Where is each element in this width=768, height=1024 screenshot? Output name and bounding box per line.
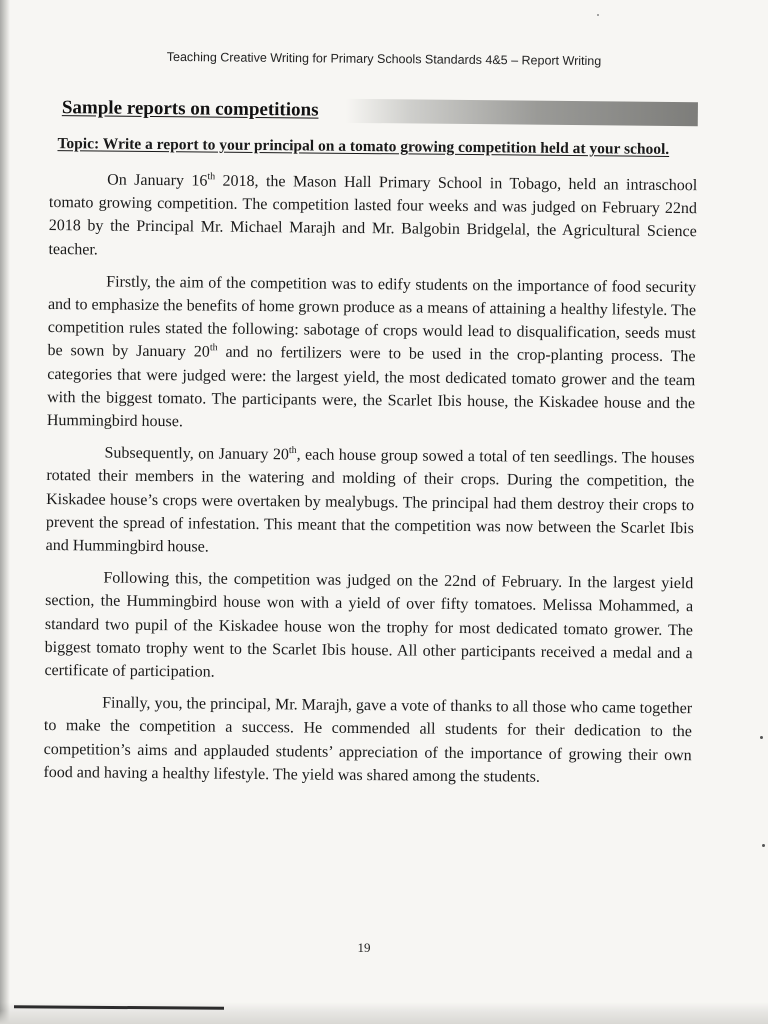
section-heading-band (58, 96, 698, 126)
paragraph-5: Finally, you, the principal, Mr. Marajh, gave a vote of thanks to all those who came together to make the competition a success. He commended all students for their dedication to the competition’s aims and applauded students’ appreciation of the importance of growing their own food and having a healthy lifestyle. The yield was shared among the students. (43, 694, 693, 786)
topic-heading: Topic: Write a report to your principal on a tomato growing competition held at your school. (57, 135, 670, 158)
scan-speck (597, 14, 599, 16)
document-body (43, 96, 698, 790)
running-header: Teaching Creative Writing for Primary Schools Standards 4&5 – Report Writing (166, 49, 602, 69)
paragraph-4: Following this, the competition was judged on the 22nd of February. In the largest yield section, the Hummingbird house won with a yield of over fifty tomatoes. Melissa Mohammed, a standard two pupil of the Kiskadee house won the trophy for most dedicated tomato grower. The biggest tomato trophy went to the Scarlet Ibis house. All other participants received a medal and a certificate of participation. (44, 569, 694, 681)
paragraph-2: Firstly, the aim of the competition was to edify students on the importance of food security and to emphasize the benefits of home grown produce as a means of attaining a healthy lifestyle. The competition rules stated the following: sabotage of crops would lead to disqualification, seeds must be sown by January 20th and no fertilizers were to be used in the crop-planting process. The categories that were judged were: the largest yield, the most dedicated tomato grower and the team with the biggest tomato. The participants were, the Scarlet Ibis house, the Kiskadee house and the Hummingbird house. (46, 273, 697, 431)
paragraph-1: On January 16th 2018, the Mason Hall Primary School in Tobago, held an intraschool tomato growing competition. The competition lasted four weeks and was judged on February 22nd 2018 by the Principal Mr. Michael Marajh and Mr. Balgobin Bridgelal, the Agricultural Science teacher. (48, 171, 698, 259)
page-number: 19 (357, 940, 371, 955)
scan-speck (762, 844, 765, 847)
section-title: Sample reports on competitions (62, 97, 325, 122)
paragraph-3: Subsequently, on January 20th, each house group sowed a total of ten seedlings. The houses rotated their members in the watering and molding of their crops. During the competition, the Kiskadee house’s crops were overtaken by mealybugs. The principal had them destroy their crops to prevent the spread of infestation. This meant that the competition was now between the Scarlet Ibis and Hummingbird house. (45, 444, 695, 556)
scan-speck (760, 736, 763, 739)
page-left-edge-shadow (0, 0, 10, 1024)
